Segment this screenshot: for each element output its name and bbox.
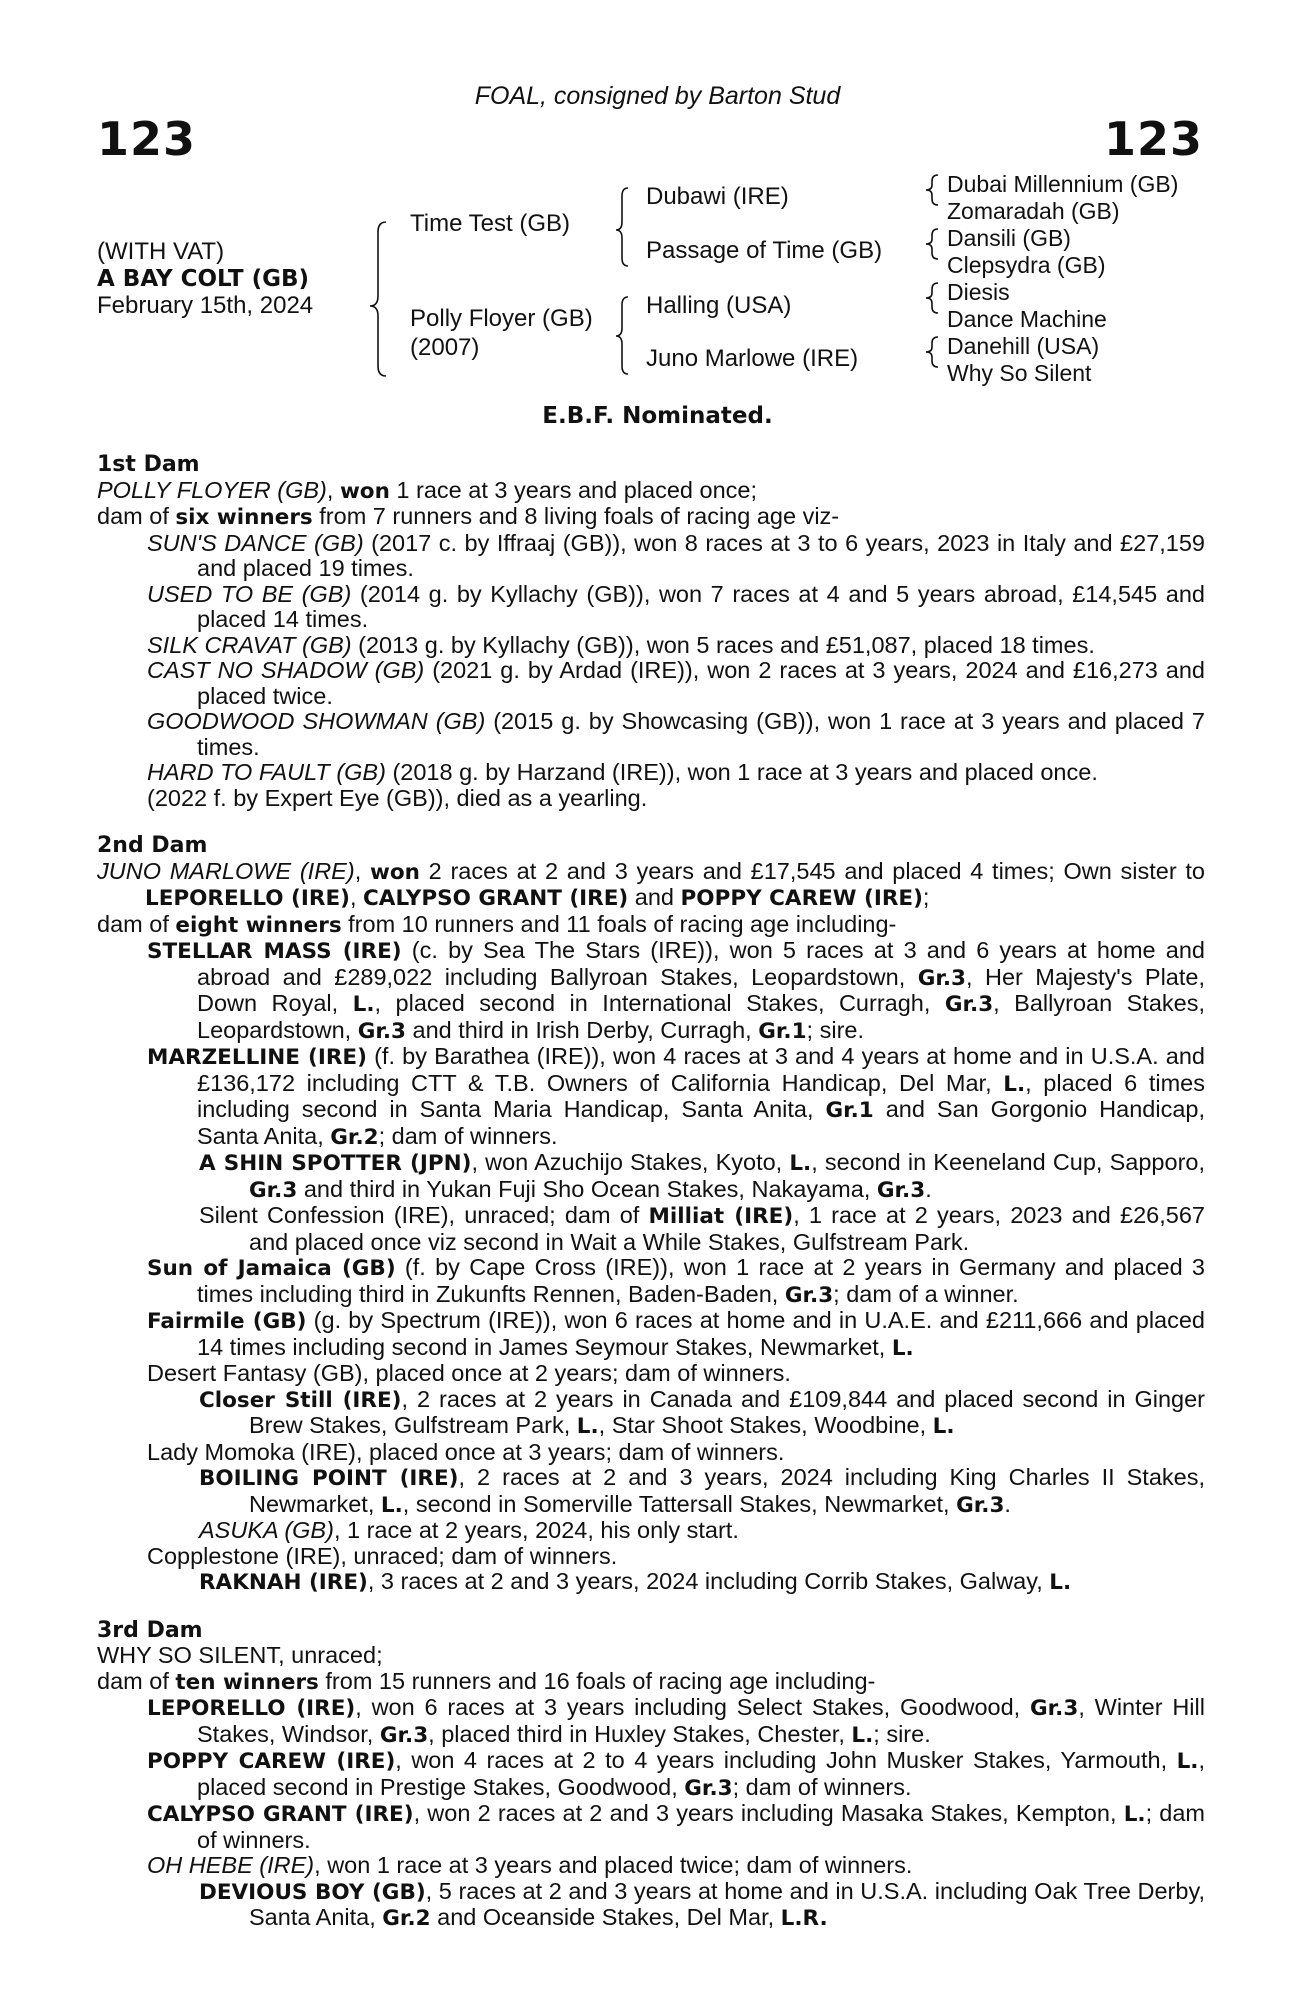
bold-text: Milliat (IRE) bbox=[648, 1204, 794, 1229]
italic-text: USED TO BE (GB) bbox=[147, 580, 352, 607]
text-run: from 15 runners and 16 foals of racing age including- bbox=[318, 1667, 876, 1694]
italic-text: OH HEBE (IRE) bbox=[147, 1852, 315, 1878]
bold-text: L. bbox=[380, 1492, 403, 1518]
produce-entry bbox=[97, 633, 1205, 659]
italic-text: GOODWOOD SHOWMAN (GB) bbox=[147, 708, 486, 734]
produce-entry bbox=[97, 1544, 1205, 1570]
text-run: ; dam of a winner. bbox=[833, 1280, 1019, 1307]
ggs-bracket-2 bbox=[926, 229, 938, 259]
section-heading: 2nd Dam bbox=[97, 833, 208, 858]
produce-entry bbox=[97, 1518, 1205, 1544]
lot-number-right: 123 bbox=[1103, 112, 1203, 166]
produce-entry bbox=[97, 531, 1205, 582]
produce-entry bbox=[97, 1669, 1205, 1696]
text-run: , won 6 races at 3 years including Select Stakes, Goodwood, bbox=[355, 1694, 1030, 1720]
italic-text: ASUKA (GB) bbox=[199, 1517, 334, 1543]
text-run: , won 2 races at 2 and 3 years including Masaka Stakes, Kempton, bbox=[413, 1800, 1124, 1826]
text-run: ; dam of winners. bbox=[197, 1800, 1206, 1853]
bold-text: CALYPSO GRANT (IRE) bbox=[363, 886, 629, 911]
produce-entry bbox=[97, 1879, 1205, 1932]
great-grandparent: Dance Machine bbox=[947, 306, 1107, 332]
text-run: dam of bbox=[97, 910, 176, 937]
bold-text: Gr.3 bbox=[1030, 1696, 1079, 1721]
text-run: , Her Majesty's Plate, Down Royal, bbox=[197, 963, 1206, 1016]
produce-entry bbox=[97, 1044, 1205, 1150]
grandparent: Juno Marlowe (IRE) bbox=[646, 345, 859, 372]
bold-text: Gr.1 bbox=[758, 1018, 807, 1044]
dam-year: (2007) bbox=[410, 334, 480, 361]
bold-text: won bbox=[339, 478, 390, 504]
text-run: 1 race at 3 years and placed once; bbox=[389, 476, 757, 503]
bold-text: Gr.2 bbox=[330, 1124, 379, 1150]
text-run: (2022 f. by Expert Eye (GB)), died as a yearling. bbox=[147, 784, 648, 811]
grandparent: Halling (USA) bbox=[646, 292, 792, 319]
bold-text: L. bbox=[1003, 1071, 1026, 1097]
text-run: , won Azuchijo Stakes, Kyoto, bbox=[471, 1149, 790, 1175]
produce-entry bbox=[97, 912, 1205, 939]
bold-text: Gr.3 bbox=[917, 965, 967, 991]
great-grandparent: Dubai Millennium (GB) bbox=[947, 171, 1179, 197]
bold-text: STELLAR MASS (IRE) bbox=[147, 939, 402, 964]
text-run: from 7 runners and 8 living foals of racing age viz- bbox=[312, 503, 840, 529]
bold-text: CALYPSO GRANT (IRE) bbox=[147, 1802, 414, 1827]
produce-record bbox=[97, 452, 1205, 1932]
lot-name: A BAY COLT (GB) bbox=[97, 266, 310, 292]
italic-text: SUN'S DANCE (GB) bbox=[147, 529, 364, 556]
text-run: , 1 race at 2 years, 2023 and £26,567 and placed once viz second in Wait a While Stakes, Gulfstream Park. bbox=[249, 1202, 1205, 1255]
produce-entry bbox=[97, 658, 1205, 709]
produce-entry bbox=[97, 582, 1205, 633]
produce-entry bbox=[97, 1569, 1205, 1596]
bold-text: L.R. bbox=[780, 1906, 828, 1931]
text-run: (2014 g. by Kyllachy (GB)), won 7 races at 4 and 5 years abroad, £14,545 and placed 14 times. bbox=[197, 580, 1205, 632]
text-run: (2021 g. by Ardad (IRE)), won 2 races at 3 years, 2024 and £16,273 and placed twice. bbox=[197, 657, 1206, 709]
bold-text: Closer Still (IRE) bbox=[199, 1387, 402, 1413]
bold-text: ten winners bbox=[175, 1669, 319, 1695]
bold-text: L. bbox=[1176, 1749, 1199, 1774]
produce-entry bbox=[97, 1748, 1205, 1801]
italic-text: JUNO MARLOWE (IRE) bbox=[97, 857, 355, 884]
bold-text: A SHIN SPOTTER (JPN) bbox=[199, 1151, 472, 1176]
bold-text: L. bbox=[789, 1151, 812, 1176]
great-grandparent: Danehill (USA) bbox=[947, 333, 1100, 359]
text-run: , 1 race at 2 years, 2024, his only start. bbox=[333, 1517, 739, 1543]
produce-entry bbox=[97, 760, 1205, 786]
text-run: , Winter Hill Stakes, Windsor, bbox=[197, 1694, 1205, 1747]
bold-text: Gr.3 bbox=[876, 1177, 926, 1203]
text-run: . bbox=[925, 1175, 932, 1202]
great-grandparent: Dansili (GB) bbox=[947, 225, 1071, 251]
text-run: (f. by Cape Cross (IRE)), won 1 race at 2 years in Germany and placed 3 times including third in Zukunfts Rennen, Baden-Baden, bbox=[197, 1254, 1205, 1307]
italic-text: SILK CRAVAT (GB) bbox=[147, 631, 352, 658]
great-grandparent: Why So Silent bbox=[947, 360, 1092, 386]
produce-entry bbox=[97, 1255, 1205, 1308]
bold-text: won bbox=[369, 859, 420, 885]
dam-bracket bbox=[616, 297, 628, 374]
bold-text: LEPORELLO (IRE) bbox=[147, 1696, 356, 1721]
produce-entry bbox=[97, 478, 1205, 505]
bold-text: L. bbox=[1049, 1570, 1072, 1595]
text-run: , second in Keeneland Cup, Sapporo, bbox=[811, 1149, 1205, 1175]
text-run: (2017 c. by Iffraaj (GB)), won 8 races at 3 to 6 years, 2023 in Italy and £27,159 and placed 19 times. bbox=[197, 529, 1205, 581]
text-run: , placed second in International Stakes, Curragh, bbox=[374, 990, 945, 1016]
produce-entry bbox=[97, 1695, 1205, 1748]
text-run: 2 races at 2 and 3 years and £17,545 and placed 4 times; Own sister to bbox=[419, 857, 1205, 884]
bold-text: L. bbox=[576, 1414, 599, 1439]
section-heading: 3rd Dam bbox=[97, 1617, 203, 1643]
text-run: Silent Confession (IRE), unraced; dam of bbox=[199, 1202, 649, 1228]
bold-text: six winners bbox=[175, 505, 313, 530]
text-run: , 5 races at 2 and 3 years at home and in U.S.A. including Oak Tree Derby, Santa Anita, bbox=[249, 1877, 1205, 1930]
great-grandparent: Diesis bbox=[947, 279, 1010, 305]
bold-text: Fairmile (GB) bbox=[147, 1309, 307, 1334]
text-run: , Ballyroan Stakes, Leopardstown, bbox=[197, 990, 1205, 1043]
bold-text: Sun of Jamaica (GB) bbox=[147, 1256, 396, 1281]
lot-number-left: 123 bbox=[97, 112, 197, 166]
text-run: and Oceanside Stakes, Del Mar, bbox=[430, 1904, 781, 1930]
produce-entry bbox=[97, 1801, 1205, 1853]
text-run: , placed 6 times including second in Santa Maria Handicap, Santa Anita, bbox=[197, 1069, 1205, 1122]
bold-text: DEVIOUS BOY (GB) bbox=[199, 1879, 426, 1905]
text-run: . bbox=[1004, 1490, 1011, 1517]
produce-entry bbox=[97, 1203, 1205, 1255]
section-heading: 1st Dam bbox=[97, 452, 200, 477]
consignor-line: FOAL, consigned by Barton Stud bbox=[474, 82, 841, 110]
produce-entry bbox=[97, 859, 1205, 912]
text-run: , won 4 races at 2 to 4 years including John Musker Stakes, Yarmouth, bbox=[395, 1747, 1177, 1773]
ggs-bracket-1 bbox=[926, 175, 938, 205]
produce-entry bbox=[97, 1643, 1205, 1669]
text-run: and third in Irish Derby, Curragh, bbox=[406, 1016, 759, 1043]
sire-bracket bbox=[616, 188, 628, 266]
sire-name: Time Test (GB) bbox=[410, 210, 571, 237]
bold-text: Gr.1 bbox=[825, 1098, 874, 1123]
text-run: , second in Somerville Tattersall Stakes, Newmarket, bbox=[402, 1490, 957, 1517]
bold-text: POPPY CAREW (IRE) bbox=[147, 1749, 396, 1774]
bold-text: POPPY CAREW (IRE) bbox=[680, 886, 923, 911]
text-run: WHY SO SILENT, unraced; bbox=[97, 1642, 383, 1668]
produce-entry bbox=[97, 1361, 1205, 1387]
text-run: ; dam of winners. bbox=[732, 1773, 912, 1800]
section-gap bbox=[97, 811, 1205, 833]
dam-name: Polly Floyer (GB) bbox=[410, 305, 593, 332]
ggs-bracket-3 bbox=[926, 283, 938, 313]
bold-text: Gr.2 bbox=[382, 1906, 431, 1931]
text-run: , bbox=[326, 476, 340, 503]
great-grandparent: Clepsydra (GB) bbox=[947, 252, 1106, 278]
text-run: Lady Momoka (IRE), placed once at 3 years; dam of winners. bbox=[147, 1438, 785, 1465]
text-run: , 3 races at 2 and 3 years, 2024 including Corrib Stakes, Galway, bbox=[367, 1568, 1050, 1594]
text-run: , Star Shoot Stakes, Woodbine, bbox=[598, 1412, 933, 1438]
text-run: ; dam of winners. bbox=[378, 1122, 558, 1149]
text-run: (2015 g. by Showcasing (GB)), won 1 race at 3 years and placed 7 times. bbox=[197, 708, 1205, 760]
great-grandparent: Zomaradah (GB) bbox=[947, 198, 1120, 224]
bold-text: MARZELLINE (IRE) bbox=[147, 1045, 367, 1070]
text-run: , placed second in Prestige Stakes, Goodwood, bbox=[197, 1747, 1205, 1800]
text-run: and third in Yukan Fuji Sho Ocean Stakes, Nakayama, bbox=[297, 1175, 877, 1202]
produce-entry bbox=[97, 1308, 1205, 1361]
text-run: , placed third in Huxley Stakes, Chester, bbox=[428, 1720, 852, 1747]
text-run: , 2 races at 2 years in Canada and £109,844 and placed second in Ginger Brew Stakes, Gulfstream Park, bbox=[249, 1385, 1206, 1438]
text-run: (c. by Sea The Stars (IRE)), won 5 races at 3 and 6 years at home and abroad and £289,022 including Ballyroan Stakes, Leopardstown, bbox=[197, 937, 1205, 990]
text-run: (f. by Barathea (IRE)), won 4 races at 3 and 4 years at home and in U.S.A. and £136,172 including CTT & T.B. Owners of California Handicap, Del Mar, bbox=[197, 1043, 1205, 1096]
foaling-date: February 15th, 2024 bbox=[97, 292, 314, 319]
produce-entry bbox=[97, 504, 1205, 531]
text-run: (2013 g. by Kyllachy (GB)), won 5 races and £51,087, placed 18 times. bbox=[351, 631, 1095, 658]
bold-text: L. bbox=[932, 1414, 955, 1439]
text-run: , bbox=[349, 884, 364, 910]
text-run: (2018 g. by Harzand (IRE)), won 1 race at 3 years and placed once. bbox=[385, 759, 1098, 785]
produce-entry bbox=[97, 1387, 1205, 1440]
bold-text: Gr.3 bbox=[944, 992, 994, 1017]
text-run: dam of bbox=[97, 503, 176, 529]
text-run: , 2 races at 2 and 3 years, 2024 including King Charles II Stakes, Newmarket, bbox=[249, 1464, 1205, 1517]
text-run: Desert Fantasy (GB), placed once at 2 years; dam of winners. bbox=[147, 1360, 791, 1386]
text-run: Copplestone (IRE), unraced; dam of winners. bbox=[147, 1542, 618, 1569]
text-run: ; sire. bbox=[806, 1016, 865, 1043]
text-run: ; bbox=[922, 884, 930, 910]
text-run: and San Gorgonio Handicap, Santa Anita, bbox=[197, 1096, 1205, 1149]
italic-text: CAST NO SHADOW (GB) bbox=[147, 657, 425, 683]
produce-entry bbox=[97, 1465, 1205, 1518]
text-run: ; sire. bbox=[873, 1720, 931, 1747]
text-run: , won 1 race at 3 years and placed twice; dam of winners. bbox=[314, 1852, 913, 1878]
text-run: , bbox=[354, 857, 370, 884]
ebf-nomination: E.B.F. Nominated. bbox=[542, 403, 773, 429]
bold-text: L. bbox=[352, 992, 375, 1017]
bold-text: Gr.3 bbox=[956, 1492, 1005, 1518]
produce-entry bbox=[97, 709, 1205, 760]
text-run: dam of bbox=[97, 1667, 176, 1694]
produce-entry bbox=[97, 1440, 1205, 1466]
section-gap bbox=[97, 1596, 1205, 1618]
produce-entry bbox=[97, 938, 1205, 1044]
text-run: (g. by Spectrum (IRE)), won 6 races at home and in U.A.E. and £211,666 and placed 14 times including second in James Seymour Stakes, Newmarket, bbox=[197, 1307, 1206, 1360]
text-run: from 10 runners and 11 foals of racing age including- bbox=[341, 910, 897, 937]
bold-text: RAKNAH (IRE) bbox=[199, 1570, 368, 1595]
bold-text: Gr.3 bbox=[684, 1775, 733, 1801]
bold-text: Gr.3 bbox=[379, 1722, 429, 1748]
produce-entry bbox=[97, 786, 1205, 812]
grandparent: Dubawi (IRE) bbox=[646, 183, 789, 210]
italic-text: HARD TO FAULT (GB) bbox=[147, 759, 386, 785]
bold-text: Gr.3 bbox=[249, 1177, 298, 1203]
bold-text: Gr.3 bbox=[357, 1018, 407, 1044]
ggs-bracket-4 bbox=[926, 337, 938, 367]
main-bracket bbox=[370, 222, 386, 376]
produce-entry bbox=[97, 1853, 1205, 1879]
bold-text: Gr.3 bbox=[784, 1282, 834, 1308]
bold-text: LEPORELLO (IRE) bbox=[145, 886, 350, 911]
bold-text: L. bbox=[1123, 1802, 1146, 1827]
bold-text: BOILING POINT (IRE) bbox=[199, 1466, 459, 1491]
bold-text: eight winners bbox=[175, 912, 342, 938]
text-run: and bbox=[628, 884, 681, 910]
italic-text: POLLY FLOYER (GB) bbox=[97, 476, 327, 503]
produce-entry bbox=[97, 1150, 1205, 1203]
grandparent: Passage of Time (GB) bbox=[646, 237, 883, 264]
bold-text: L. bbox=[851, 1722, 874, 1748]
vat-note: (WITH VAT) bbox=[97, 238, 225, 265]
bold-text: L. bbox=[891, 1335, 914, 1361]
